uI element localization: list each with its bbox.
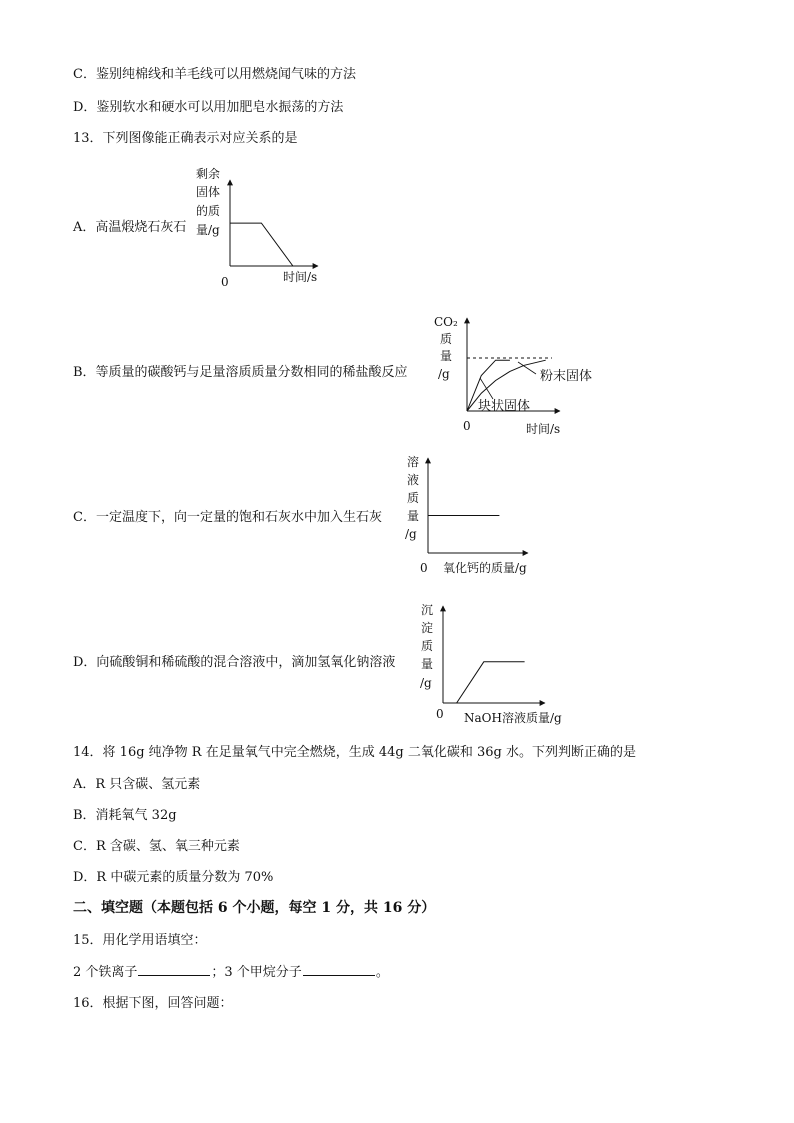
- q13-option-b: B．等质量的碳酸钙与足量溶质质量分数相同的稀盐酸反应: [73, 365, 408, 380]
- question-15-blanks: [73, 963, 389, 982]
- option-d-line: D．鉴别软水和硬水可以用加肥皂水振荡的方法: [73, 100, 344, 115]
- q14-option-b: B．消耗氧气 32g: [73, 808, 177, 823]
- q15-blank-1[interactable]: [138, 963, 210, 976]
- chart-d-ylabel-4: 量: [421, 657, 434, 671]
- q15-text-3: 。: [375, 965, 389, 980]
- question-16: 16．根据下图，回答问题：: [73, 996, 233, 1011]
- chart-d: [415, 596, 585, 730]
- question-13: 13．下列图像能正确表示对应关系的是: [73, 131, 298, 146]
- chart-b-xlabel: 时间/s: [526, 422, 561, 436]
- q13-option-c: C．一定温度下，向一定量的饱和石灰水中加入生石灰: [73, 510, 382, 525]
- q14-option-d: D．R 中碳元素的质量分数为 70%: [73, 870, 274, 885]
- chart-a-ylabel-1: 剩余: [196, 167, 221, 181]
- q15-blank-2[interactable]: [303, 963, 375, 976]
- chart-b-leader-lump: [480, 378, 493, 399]
- chart-c-xlabel: 氧化钙的质量/g: [443, 561, 527, 575]
- chart-b-leader-powder: [518, 362, 536, 374]
- q13-option-a: A．高温煅烧石灰石: [73, 220, 187, 235]
- chart-b-ylabel-4: /g: [438, 367, 450, 381]
- chart-c-origin: 0: [420, 561, 428, 575]
- chart-a-ylabel-3: 的质: [196, 204, 221, 218]
- chart-a-origin: 0: [221, 275, 229, 289]
- chart-d-ylabel-3: 质: [421, 639, 434, 653]
- q13-option-d: D．向硫酸铜和稀硫酸的混合溶液中，滴加氢氧化钠溶液: [73, 655, 396, 670]
- chart-c-ylabel-4: 量: [407, 509, 420, 523]
- chart-c-ylabel-5: /g: [405, 527, 417, 541]
- chart-d-series: [443, 662, 525, 703]
- option-c-line: C．鉴别纯棉线和羊毛线可以用燃烧闻气味的方法: [73, 67, 356, 82]
- question-14: 14．将 16g 纯净物 R 在足量氧气中完全燃烧，生成 44g 二氧化碳和 36g 水。下列判断正确的是: [73, 745, 636, 760]
- q14-option-a: A．R 只含碳、氢元素: [73, 777, 201, 792]
- chart-a-ylabel-2: 固体: [196, 185, 221, 199]
- chart-b-ylabel-2: 质: [440, 332, 453, 346]
- chart-d-xlabel: NaOH溶液质量/g: [464, 711, 562, 725]
- chart-b-ylabel-1: CO₂: [434, 315, 458, 329]
- chart-b-legend-lump: 块状固体: [478, 399, 531, 414]
- chart-c-ylabel-3: 质: [407, 491, 420, 505]
- chart-d-ylabel-2: 淀: [421, 621, 434, 635]
- chart-c-ylabel-2: 液: [407, 473, 420, 487]
- chart-a-xlabel: 时间/s: [283, 270, 318, 284]
- chart-a-series: [230, 223, 293, 266]
- chart-d-ylabel-1: 沉: [421, 603, 434, 617]
- chart-d-ylabel-5: /g: [420, 676, 432, 690]
- chart-c-ylabel-1: 溶: [407, 455, 420, 469]
- chart-d-origin: 0: [436, 707, 444, 721]
- chart-b: [430, 308, 610, 440]
- chart-a: [190, 165, 340, 295]
- q14-option-c: C．R 含碳、氢、氧三种元素: [73, 839, 240, 854]
- chart-b-ylabel-3: 量: [440, 349, 453, 363]
- chart-a-ylabel-4: 量/g: [196, 223, 220, 237]
- chart-b-legend-powder: 粉末固体: [540, 369, 593, 384]
- q15-text-2: ；3 个甲烷分子: [211, 965, 302, 980]
- section-2-heading: 二、填空题（本题包括 6 个小题，每空 1 分，共 16 分）: [73, 900, 436, 916]
- q15-text-1: 2 个铁离子: [73, 965, 138, 980]
- chart-b-origin: 0: [463, 419, 471, 433]
- question-15: 15．用化学用语填空：: [73, 933, 207, 948]
- chart-c: [395, 450, 555, 580]
